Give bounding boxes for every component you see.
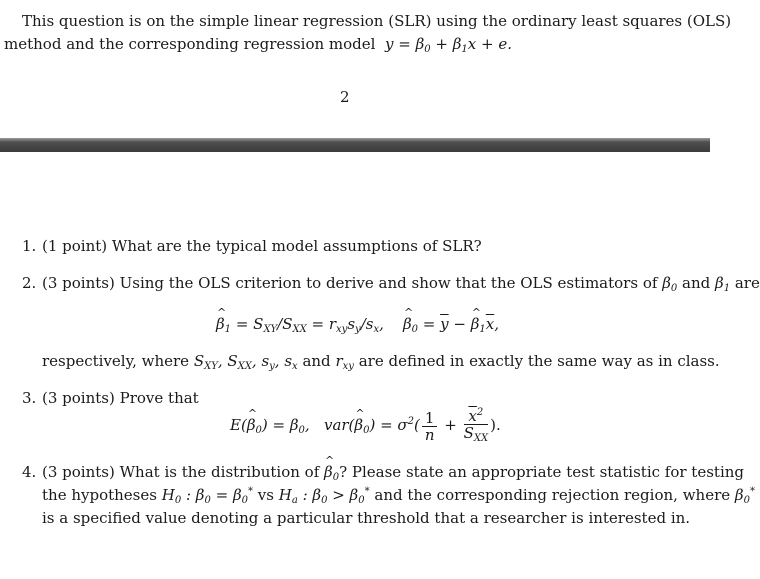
question-2-definitions: respectively, where $S_{XY}$, $S_{XX}$, $s_y$, $s_x$ and $r_{xy}$ are defined in exactly the same way as in class. bbox=[42, 352, 720, 372]
question-2-number: 2. bbox=[22, 274, 37, 292]
question-3: (3 points) Prove that bbox=[42, 389, 199, 407]
question-4-number: 4. bbox=[22, 463, 37, 481]
intro-line-2: method and the corresponding regression model $y = \beta_0 + \beta_1x + e$. bbox=[4, 35, 513, 55]
intro-line-1: This question is on the simple linear regression (SLR) using the ordinary least squares (OLS) bbox=[22, 12, 732, 30]
question-3-number: 3. bbox=[22, 389, 37, 407]
question-1-number: 1. bbox=[22, 237, 37, 255]
ols-estimators-equation: ^ $\beta_1 = S_{XY}/S_{XX} = r_{xy}s_y/s_x$, ^ $\beta_0 = \overline{y}$ − ^ $\beta_1\overline{x}$, bbox=[216, 315, 499, 335]
question-4-line-2: the hypotheses $H_0$ : $\beta_0 = \beta_0^*$ vs $H_a$ : $\beta_0 > \beta_0^*$ and the corresponding rejection region, where $\beta_0^*$ bbox=[42, 486, 755, 506]
question-1: (1 point) What are the typical model assumptions of SLR? bbox=[42, 237, 482, 255]
question-4-line-1: (3 points) What is the distribution of ^ $\beta_0$? Please state an appropriate test statistic for testing bbox=[42, 463, 744, 483]
question-4-line-3: is a specified value denoting a particular threshold that a researcher is interested in. bbox=[42, 509, 691, 527]
variance-equation: E(^ $\beta_0) = \beta_0$, var(^ $\beta_0) = \sigma^2$( $\frac{1}{n}$ + $\frac{\overline{x}^2}{S_{XX}}$ ). bbox=[230, 405, 501, 447]
page-separator bbox=[0, 138, 710, 152]
model-equation: $y = \beta_0 + \beta_1x + e$. bbox=[380, 35, 513, 55]
question-2: (3 points) Using the OLS criterion to derive and show that the OLS estimators of $\beta_0$ and $\beta_1$ are bbox=[42, 274, 760, 294]
page-number: 2 bbox=[340, 88, 350, 106]
